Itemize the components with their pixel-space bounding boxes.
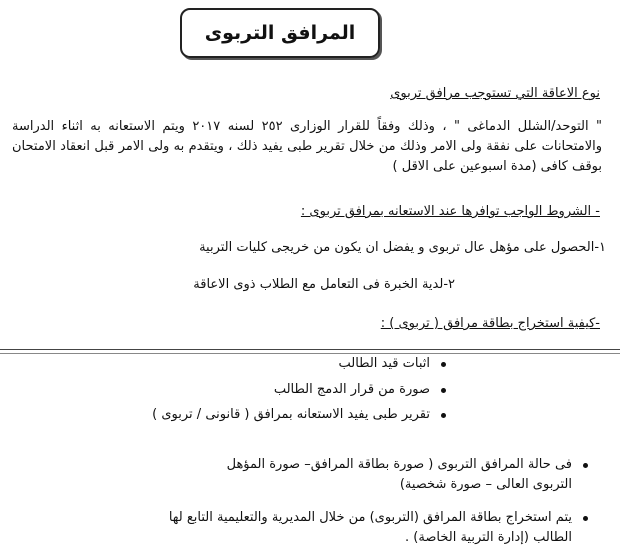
list-item: يتم استخراج بطاقة المرافق (التربوى) من خلال المديرية والتعليمية التابع لها الطالب (إدارة التربية الخاصة) .: [142, 508, 572, 548]
disability-heading: نوع الاعاقة التي تستوجب مرافق تربوى: [390, 86, 600, 101]
conditions-heading-text: - الشروط الواجب توافرها عند الاستعانه بمرافق تربوى :: [300, 204, 600, 219]
condition-item: ١-الحصول على مؤهل عال تربوى و يفضل ان يكون من خريجى كليات التربية: [199, 240, 606, 255]
conditions-heading: [301, 204, 600, 219]
list-item: تقرير طبى يفيد الاستعانه بمرافق ( قانونى / تربوى ): [152, 405, 430, 425]
page-divider: [0, 353, 620, 354]
list-item: فى حالة المرافق التربوى ( صورة بطاقة المرافق– صورة المؤهل التربوى العالى – صورة شخصية): [192, 455, 572, 495]
page-title: المرافق التربوى: [180, 8, 380, 58]
card-heading: -كيفية استخراج بطاقة مرافق ( تربوى ) :: [380, 316, 600, 331]
page-divider: [0, 349, 620, 350]
list-item: اثبات قيد الطالب: [338, 354, 430, 374]
condition-item: ٢-لدية الخبرة فى التعامل مع الطلاب ذوى الاعاقة: [193, 277, 455, 292]
disability-paragraph: " التوحد/الشلل الدماغى " ، وذلك وفقاً للقرار الوزارى ٢٥٢ لسنه ٢٠١٧ ويتم الاستعانه به اثناء الدراسة والامتحانات على نفقة ولى الامر وذلك من خلال تقرير طبى يفيد ذلك ، ويتقدم به ولى الامر قبل انعقاد الامتحان بوقف كافى (مدة اسبوعين على الاقل ): [12, 119, 602, 174]
list-item: صورة من قرار الدمج الطالب: [274, 380, 430, 400]
